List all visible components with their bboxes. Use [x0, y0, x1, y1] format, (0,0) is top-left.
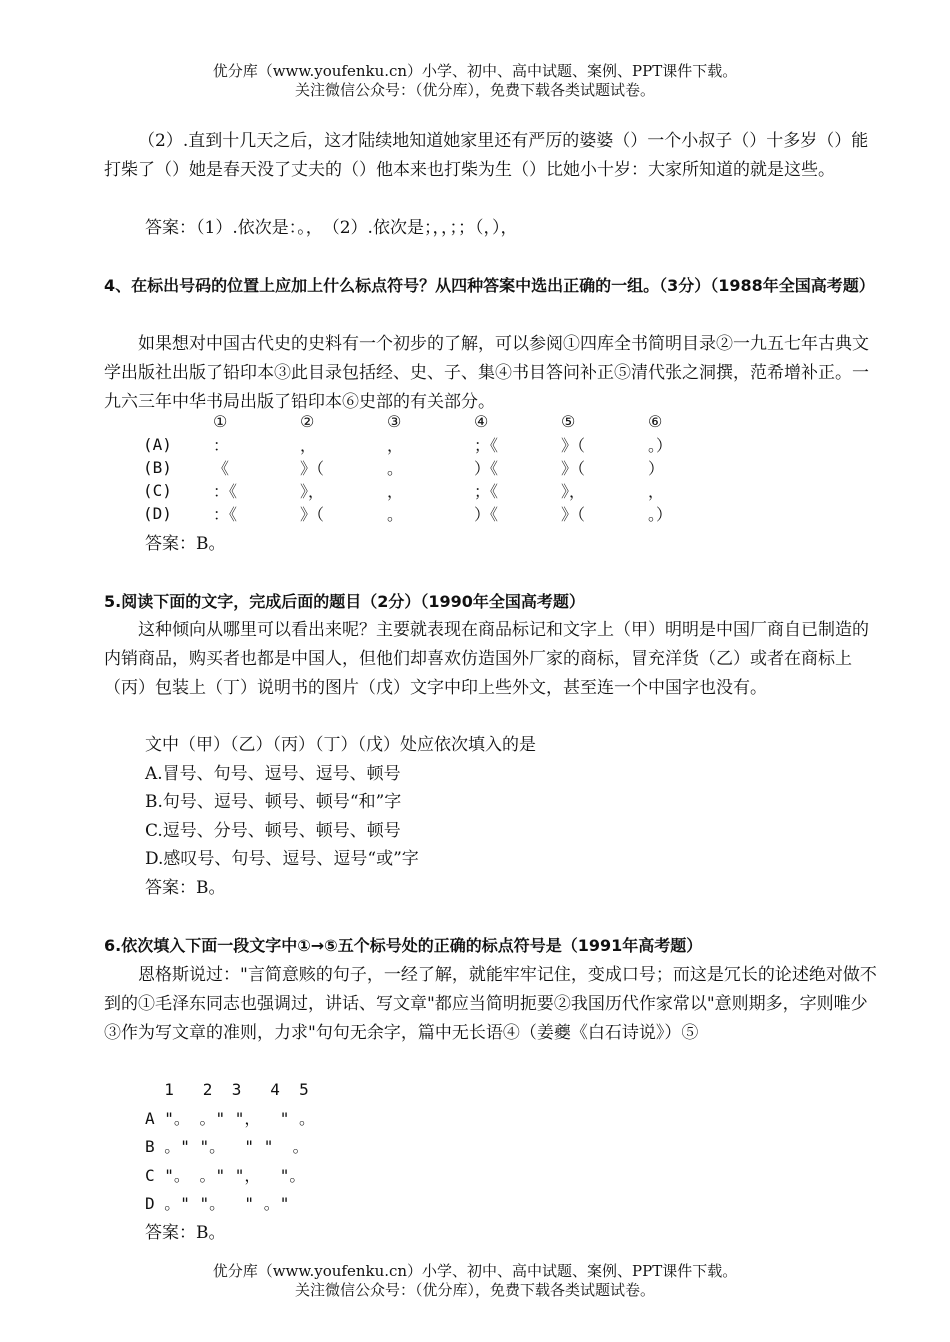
q3-answer: 答案：（1）.依次是：。， （2）.依次是；，，；；（，）， — [145, 218, 518, 238]
q6-answer: 答案：B。 — [145, 1223, 226, 1243]
q6-text: 恩格斯说过："言简意赅的句子，一经了解，就能牢牢记住，变成口号；而这是冗长的论述绝对做不到的①毛泽东同志也强调过，讲话、写文章"都应当简明扼要②我国历代作家常以"意则期多，字则唯少③作为写文章的准则，力求"句句无余字，篇中无长语④（姜夔《白石诗说》）⑤ — [104, 965, 877, 1043]
q5-option-a: A.冒号、句号、逗号、逗号、顿号 — [145, 764, 401, 784]
q4-option-row-d: (D) ：《 》（ 。 ）《 》（ 。） — [143, 504, 673, 524]
q5-option-b: B.句号、逗号、顿号、顿号“和”字 — [145, 792, 402, 812]
header-line-2: 关注微信公众号：（优分库），免费下载各类试题试卷。 — [294, 81, 655, 99]
q6-option-b: B 。" "。 " " 。 — [145, 1137, 309, 1156]
q4-answer: 答案：B。 — [145, 534, 226, 554]
q6-option-a: A "。 。" "， " 。 — [145, 1109, 315, 1128]
q6-number-row: 1 2 3 4 5 — [145, 1080, 309, 1099]
q5-question: 文中（甲）（乙）（丙）（丁）（戊）处应依次填入的是 — [145, 735, 536, 755]
q4-header-row: ① ② ③ ④ ⑤ ⑥ — [213, 412, 663, 431]
q5-text: 这种倾向从哪里可以看出来呢？主要就表现在商品标记和文字上（甲）明明是中国厂商自已制造的内销商品，购买者也都是中国人，但他们却喜欢仿造国外厂家的商标，冒充洋货（乙）或者在商标上（丙）包装上（丁）说明书的图片（戊）文字中印上些外文，甚至连一个中国字也没有。 — [104, 620, 869, 698]
footer-line-2: 关注微信公众号：（优分库），免费下载各类试题试卷。 — [294, 1281, 655, 1299]
header-line-1: 优分库（www.youfenku.cn）小学、初中、高中试题、案例、PPT课件下载。 — [212, 62, 738, 80]
q4-option-row-a: (A) ： ， ， ；《 》（ 。） — [143, 435, 673, 455]
q4-text: 如果想对中国古代史的史料有一个初步的了解，可以参阅①四库全书简明目录②一九五七年古典文学出版社出版了铅印本③此目录包括经、史、子、集④书目答问补正⑤清代张之洞撰，范希增补正。一九六三年中华书局出版了铅印本⑥史部的有关部分。 — [104, 334, 869, 412]
q5-answer: 答案：B。 — [145, 878, 226, 898]
q5-option-d: D.感叹号、句号、逗号、逗号“或”字 — [145, 849, 419, 869]
q6-option-c: C "。 。" "， "。 — [145, 1166, 306, 1185]
q4-option-row-c: (C) ：《 》， ， ；《 》， ， — [143, 481, 665, 501]
q6-option-d: D 。" "。 " 。" — [145, 1194, 290, 1213]
q5-title: 5.阅读下面的文字，完成后面的题目（2分）（1990年全国高考题） — [104, 592, 585, 611]
q6-title: 6.依次填入下面一段文字中①→⑤五个标号处的正确的标点符号是（1991年高考题） — [104, 936, 703, 955]
page-footer — [0, 1262, 950, 1300]
q4-option-row-b: (B) 《 》（ 。 ）《 》（ ） — [143, 458, 665, 478]
page-header — [0, 62, 950, 100]
q4-options-table — [143, 410, 735, 525]
q5-option-c: C.逗号、分号、顿号、顿号、顿号 — [145, 821, 401, 841]
q4-title: 4、在标出号码的位置上应加上什么标点符号？从四种答案中选出正确的一组。（3分）（1988年全国高考题） — [104, 276, 875, 295]
footer-line-1: 优分库（www.youfenku.cn）小学、初中、高中试题、案例、PPT课件下载。 — [212, 1262, 738, 1280]
q3-part2-text: （2）.直到十几天之后，这才陆续地知道她家里还有严厉的婆婆（）一个小叔子（）十多岁（）能打柴了（）她是春天没了丈夫的（）他本来也打柴为生（）比她小十岁：大家所知道的就是这些。 — [104, 131, 869, 180]
